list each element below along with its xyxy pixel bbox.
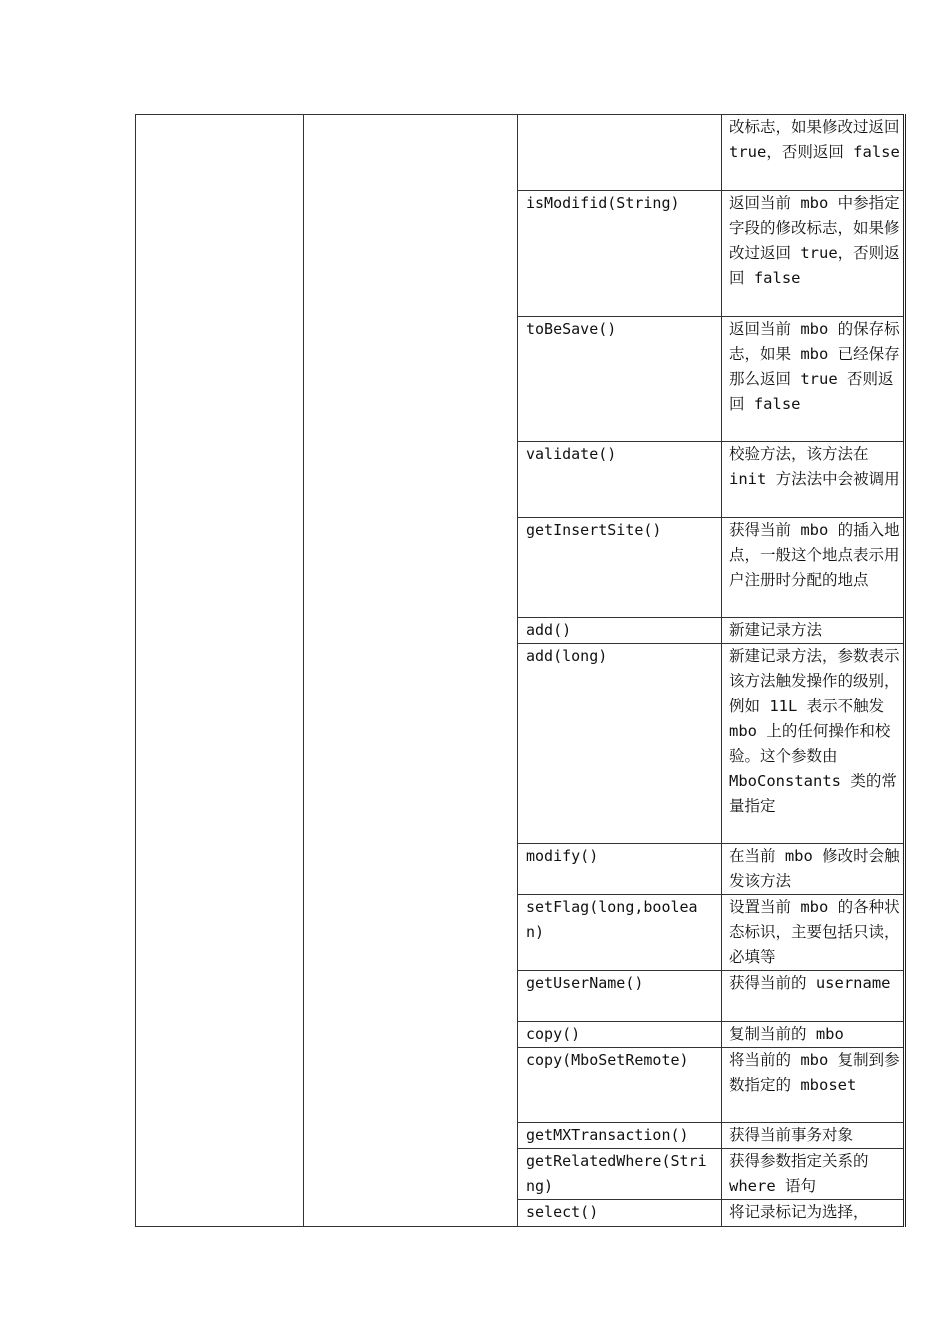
method-cell: isModifid(String) xyxy=(518,191,722,317)
description-cell: 将记录标记为选择， xyxy=(722,1200,905,1227)
method-cell xyxy=(518,115,722,191)
description-cell: 新建记录方法，参数表示该方法触发操作的级别，例如 11L 表示不触发 mbo 上的任何操作和校验。这个参数由 MboConstants 类的常量指定 xyxy=(722,644,905,844)
method-cell: copy() xyxy=(518,1022,722,1048)
description-cell: 获得当前的 username xyxy=(722,971,905,1022)
method-cell: select() xyxy=(518,1200,722,1227)
description-cell: 新建记录方法 xyxy=(722,618,905,644)
method-cell: copy(MboSetRemote) xyxy=(518,1048,722,1123)
empty-column-2 xyxy=(304,115,518,1227)
method-cell: getInsertSite() xyxy=(518,518,722,618)
description-cell: 获得当前事务对象 xyxy=(722,1123,905,1149)
description-cell: 返回当前 mbo 的保存标志，如果 mbo 已经保存那么返回 true 否则返回 false xyxy=(722,317,905,442)
description-cell: 校验方法，该方法在 init 方法法中会被调用 xyxy=(722,442,905,518)
method-cell: toBeSave() xyxy=(518,317,722,442)
empty-column-1 xyxy=(136,115,304,1227)
description-cell: 返回当前 mbo 中参指定字段的修改标志，如果修改过返回 true，否则返回 false xyxy=(722,191,905,317)
description-cell: 复制当前的 mbo xyxy=(722,1022,905,1048)
description-cell: 将当前的 mbo 复制到参数指定的 mboset xyxy=(722,1048,905,1123)
method-cell: add() xyxy=(518,618,722,644)
method-cell: add(long) xyxy=(518,644,722,844)
method-cell: modify() xyxy=(518,844,722,895)
method-cell: validate() xyxy=(518,442,722,518)
method-cell: getMXTransaction() xyxy=(518,1123,722,1149)
description-cell: 在当前 mbo 修改时会触发该方法 xyxy=(722,844,905,895)
method-cell: getUserName() xyxy=(518,971,722,1022)
method-cell: setFlag(long,boolean) xyxy=(518,895,722,971)
table-row xyxy=(136,115,905,191)
description-cell: 设置当前 mbo 的各种状态标识，主要包括只读，必填等 xyxy=(722,895,905,971)
method-table xyxy=(135,114,906,1227)
description-cell: 获得当前 mbo 的插入地点，一般这个地点表示用户注册时分配的地点 xyxy=(722,518,905,618)
method-cell: getRelatedWhere(String) xyxy=(518,1149,722,1200)
description-cell: 改标志，如果修改过返回 true，否则返回 false xyxy=(722,115,905,191)
description-cell: 获得参数指定关系的 where 语句 xyxy=(722,1149,905,1200)
